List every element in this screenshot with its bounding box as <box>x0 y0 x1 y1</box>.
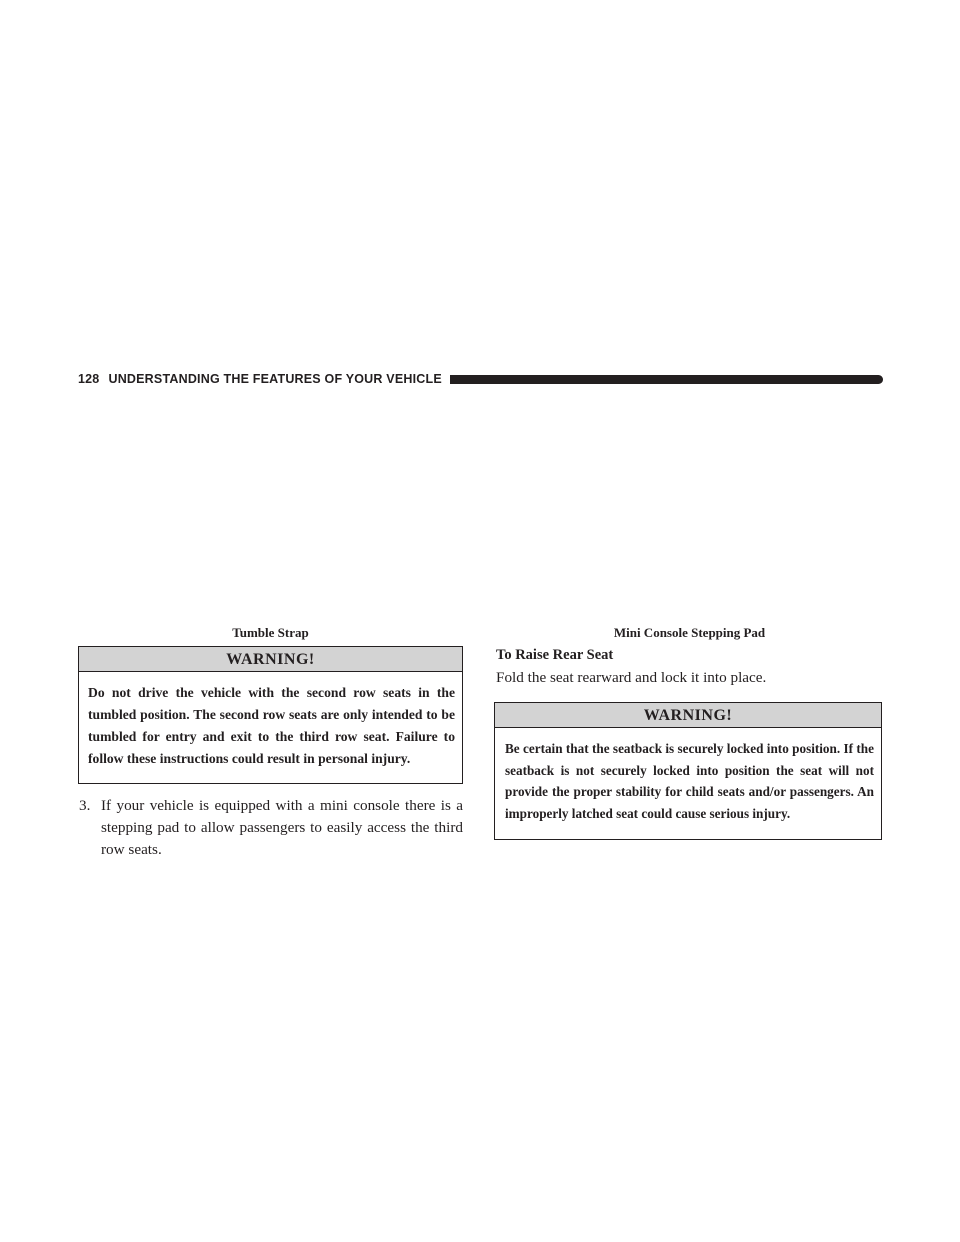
header-rule <box>450 375 883 384</box>
list-text: If your vehicle is equipped with a mini console there is a stepping pad to allow passengers to easily access the third row seats. <box>101 797 463 858</box>
raise-rear-seat-instruction: Fold the seat rearward and lock it into place. <box>496 669 767 686</box>
caption-tumble-strap: Tumble Strap <box>232 625 309 640</box>
warning-title: WARNING! <box>495 703 881 728</box>
warning-box-tumbled-seats <box>78 646 463 784</box>
warning-text: Be certain that the seatback is securely locked into position. If the seatback is not securely locked into position the seat will not provide the proper stability for child seats and/or passengers. An improperly latched seat could cause serious injury. <box>505 741 874 821</box>
warning-title: WARNING! <box>79 647 462 672</box>
warning-text: Do not drive the vehicle with the second row seats in the tumbled position. The second row seats are only intended to be tumbled for entry and exit to the third row seat. Failure to follow these instructions could result in personal injury. <box>88 685 455 766</box>
section-title: UNDERSTANDING THE FEATURES OF YOUR VEHICLE <box>108 372 442 386</box>
list-number: 3. <box>79 797 91 814</box>
section-heading-raise-rear-seat: To Raise Rear Seat <box>496 647 614 663</box>
caption-mini-console-stepping-pad: Mini Console Stepping Pad <box>613 625 766 640</box>
page-header <box>78 372 883 386</box>
list-item-step-3 <box>78 795 463 861</box>
warning-box-seatback-locked <box>494 702 882 840</box>
page-number: 128 <box>78 372 100 386</box>
